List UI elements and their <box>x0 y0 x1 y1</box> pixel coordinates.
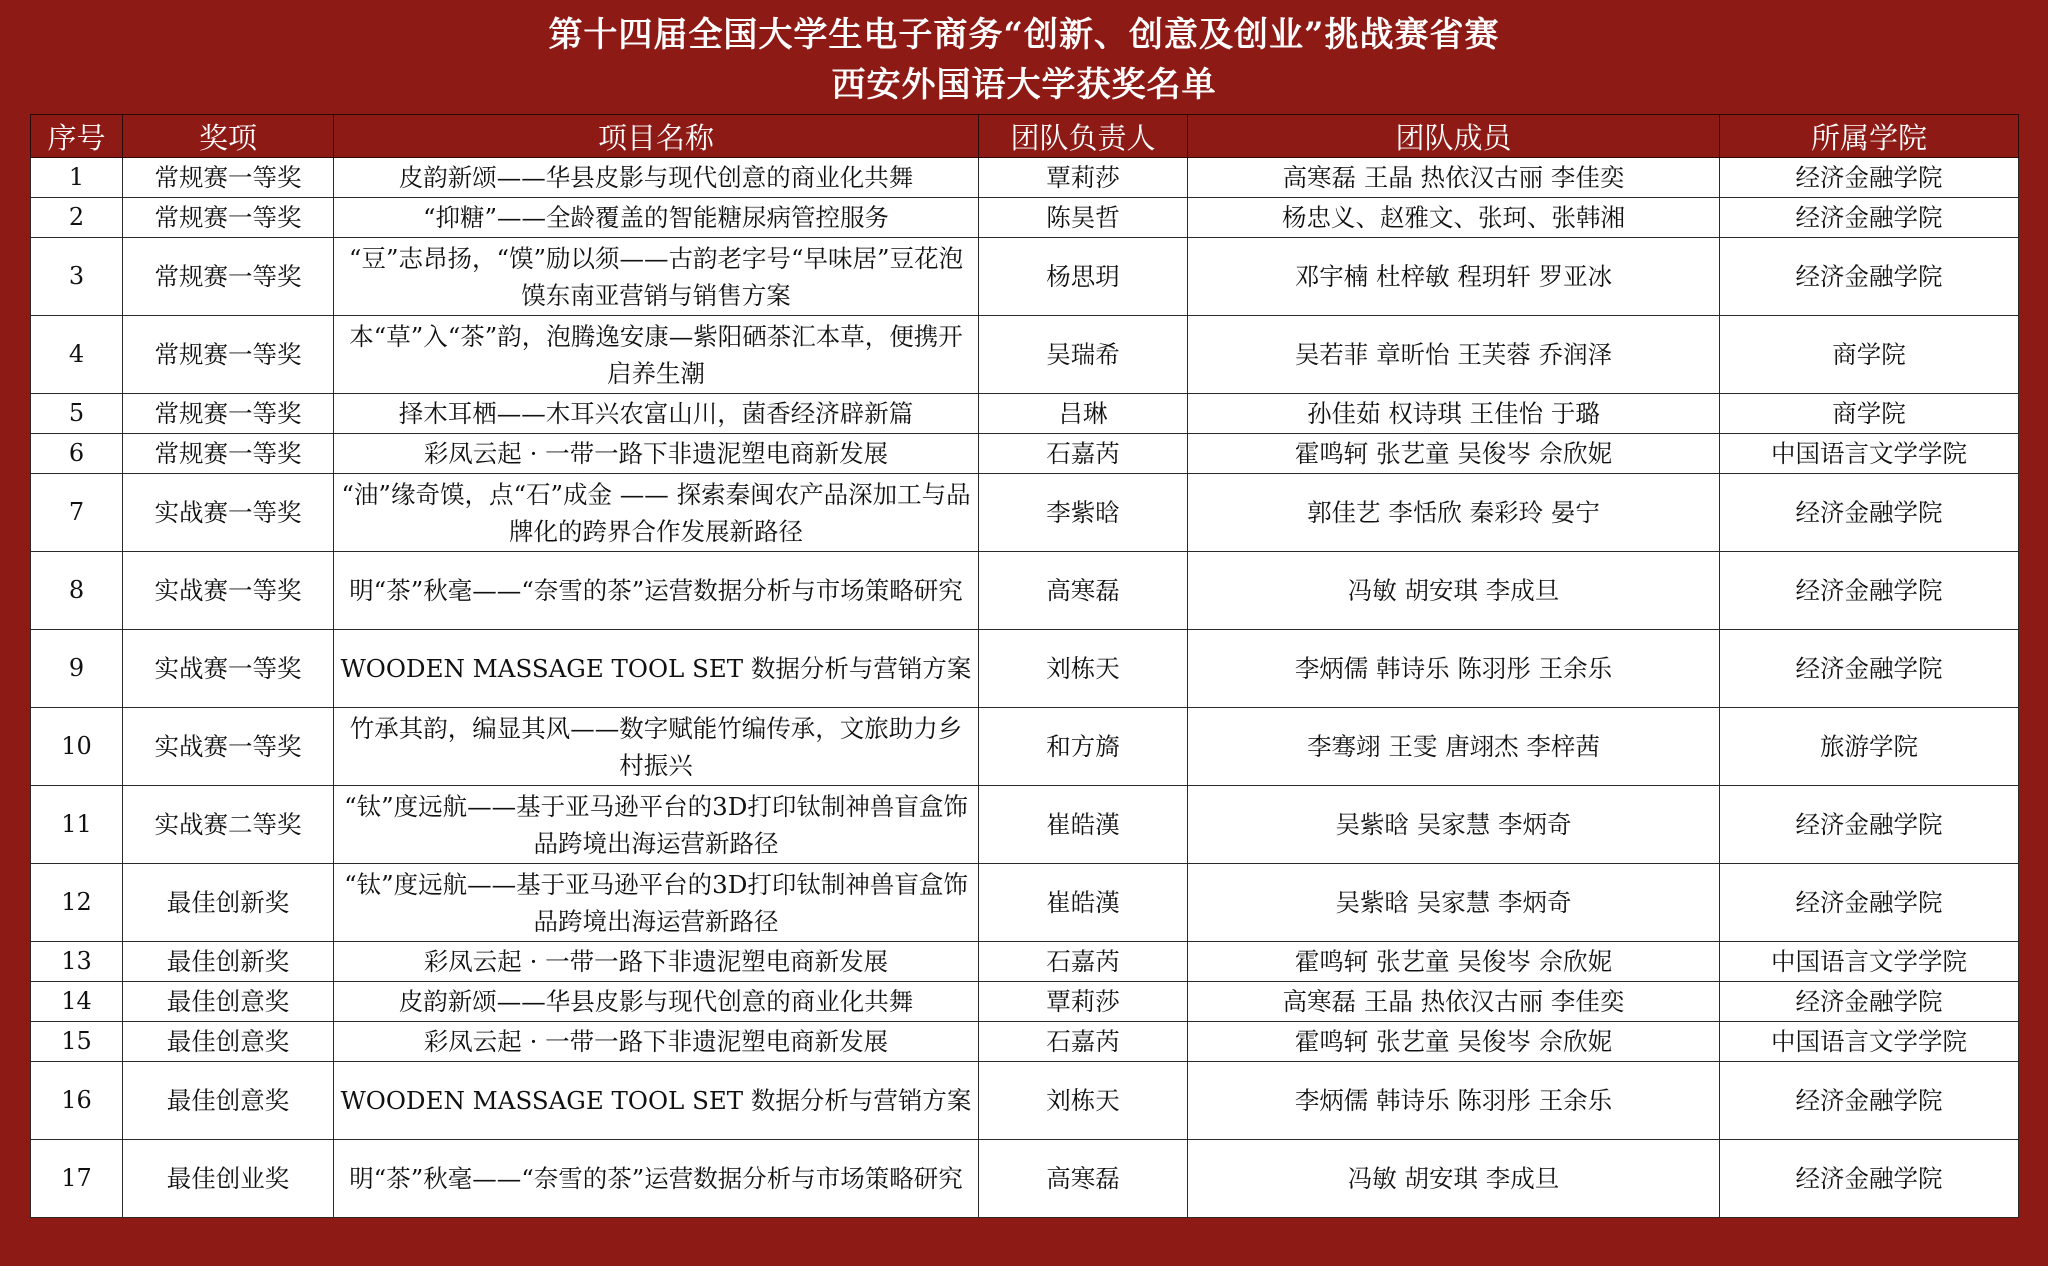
table-row <box>31 158 2019 198</box>
cell-award: 最佳创业奖 <box>123 1140 334 1218</box>
cell-index: 17 <box>31 1140 123 1218</box>
cell-project: 明“茶”秋毫——“奈雪的茶”运营数据分析与市场策略研究 <box>334 552 979 630</box>
cell-members: 李炳儒 韩诗乐 陈羽彤 王余乐 <box>1188 630 1720 708</box>
cell-college: 经济金融学院 <box>1720 474 2019 552</box>
cell-members: 邓宇楠 杜梓敏 程玥轩 罗亚冰 <box>1188 238 1720 316</box>
cell-members: 吴紫晗 吴家慧 李炳奇 <box>1188 786 1720 864</box>
cell-leader: 刘栋天 <box>979 1062 1188 1140</box>
cell-award: 最佳创意奖 <box>123 982 334 1022</box>
cell-index: 16 <box>31 1062 123 1140</box>
cell-project: 彩凤云起 · 一带一路下非遗泥塑电商新发展 <box>334 942 979 982</box>
cell-project: 彩凤云起 · 一带一路下非遗泥塑电商新发展 <box>334 1022 979 1062</box>
table-row <box>31 316 2019 394</box>
cell-college: 中国语言文学学院 <box>1720 942 2019 982</box>
table-row <box>31 394 2019 434</box>
cell-project: “钛”度远航——基于亚马逊平台的3D打印钛制神兽盲盒饰品跨境出海运营新路径 <box>334 786 979 864</box>
cell-leader: 石嘉芮 <box>979 434 1188 474</box>
cell-index: 15 <box>31 1022 123 1062</box>
cell-project: “抑糖”——全龄覆盖的智能糖尿病管控服务 <box>334 198 979 238</box>
cell-college: 经济金融学院 <box>1720 1140 2019 1218</box>
cell-project: 皮韵新颂——华县皮影与现代创意的商业化共舞 <box>334 158 979 198</box>
title-line-2: 西安外国语大学获奖名单 <box>831 65 1217 105</box>
cell-index: 3 <box>31 238 123 316</box>
cell-college: 经济金融学院 <box>1720 786 2019 864</box>
table-row <box>31 786 2019 864</box>
table-row <box>31 1140 2019 1218</box>
table-row <box>31 1022 2019 1062</box>
cell-project: 彩凤云起 · 一带一路下非遗泥塑电商新发展 <box>334 434 979 474</box>
cell-project: WOODEN MASSAGE TOOL SET 数据分析与营销方案 <box>334 1062 979 1140</box>
title-line-1: 第十四届全国大学生电子商务“创新、创意及创业”挑战赛省赛 <box>548 15 1500 55</box>
cell-index: 14 <box>31 982 123 1022</box>
table-row <box>31 198 2019 238</box>
cell-leader: 陈昊哲 <box>979 198 1188 238</box>
cell-project: 择木耳栖——木耳兴农富山川，菌香经济辟新篇 <box>334 394 979 434</box>
cell-members: 高寒磊 王晶 热依汉古丽 李佳奕 <box>1188 158 1720 198</box>
cell-members: 冯敏 胡安琪 李成旦 <box>1188 552 1720 630</box>
cell-leader: 覃莉莎 <box>979 982 1188 1022</box>
cell-project: WOODEN MASSAGE TOOL SET 数据分析与营销方案 <box>334 630 979 708</box>
table-row <box>31 942 2019 982</box>
cell-members: 李骞翊 王雯 唐翊杰 李梓茜 <box>1188 708 1720 786</box>
cell-leader: 覃莉莎 <box>979 158 1188 198</box>
cell-index: 10 <box>31 708 123 786</box>
table-body <box>31 158 2019 1218</box>
cell-college: 经济金融学院 <box>1720 158 2019 198</box>
cell-members: 霍鸣轲 张艺童 吴俊岑 佘欣妮 <box>1188 1022 1720 1062</box>
cell-college: 经济金融学院 <box>1720 238 2019 316</box>
cell-members: 冯敏 胡安琪 李成旦 <box>1188 1140 1720 1218</box>
cell-project: 明“茶”秋毫——“奈雪的茶”运营数据分析与市场策略研究 <box>334 1140 979 1218</box>
cell-index: 5 <box>31 394 123 434</box>
cell-leader: 吴瑞希 <box>979 316 1188 394</box>
cell-leader: 吕琳 <box>979 394 1188 434</box>
table-row <box>31 474 2019 552</box>
cell-leader: 崔皓漢 <box>979 786 1188 864</box>
cell-award: 实战赛一等奖 <box>123 474 334 552</box>
header-college: 所属学院 <box>1720 115 2019 158</box>
award-table-container <box>30 114 2018 1218</box>
cell-leader: 高寒磊 <box>979 1140 1188 1218</box>
cell-college: 商学院 <box>1720 316 2019 394</box>
cell-index: 4 <box>31 316 123 394</box>
cell-award: 实战赛一等奖 <box>123 552 334 630</box>
cell-college: 经济金融学院 <box>1720 982 2019 1022</box>
cell-award: 常规赛一等奖 <box>123 198 334 238</box>
cell-members: 李炳儒 韩诗乐 陈羽彤 王余乐 <box>1188 1062 1720 1140</box>
cell-index: 9 <box>31 630 123 708</box>
cell-college: 经济金融学院 <box>1720 630 2019 708</box>
table-row <box>31 1062 2019 1140</box>
table-row <box>31 864 2019 942</box>
cell-college: 中国语言文学学院 <box>1720 434 2019 474</box>
cell-leader: 李紫晗 <box>979 474 1188 552</box>
cell-college: 经济金融学院 <box>1720 552 2019 630</box>
cell-index: 7 <box>31 474 123 552</box>
table-row <box>31 238 2019 316</box>
cell-project: “油”缘奇馍，点“石”成金 —— 探索秦闽农产品深加工与品牌化的跨界合作发展新路径 <box>334 474 979 552</box>
cell-college: 经济金融学院 <box>1720 864 2019 942</box>
cell-award: 最佳创新奖 <box>123 942 334 982</box>
header-project: 项目名称 <box>334 115 979 158</box>
cell-award: 常规赛一等奖 <box>123 238 334 316</box>
cell-leader: 杨思玥 <box>979 238 1188 316</box>
cell-index: 13 <box>31 942 123 982</box>
cell-project: 本“草”入“茶”韵，泡腾逸安康—紫阳硒茶汇本草，便携开启养生潮 <box>334 316 979 394</box>
document-title <box>0 10 2048 110</box>
cell-college: 经济金融学院 <box>1720 1062 2019 1140</box>
header-leader: 团队负责人 <box>979 115 1188 158</box>
cell-award: 最佳创新奖 <box>123 864 334 942</box>
cell-index: 2 <box>31 198 123 238</box>
cell-award: 最佳创意奖 <box>123 1062 334 1140</box>
cell-index: 12 <box>31 864 123 942</box>
cell-index: 11 <box>31 786 123 864</box>
cell-college: 旅游学院 <box>1720 708 2019 786</box>
cell-award: 常规赛一等奖 <box>123 434 334 474</box>
header-award: 奖项 <box>123 115 334 158</box>
cell-leader: 石嘉芮 <box>979 942 1188 982</box>
cell-leader: 和方旖 <box>979 708 1188 786</box>
cell-award: 常规赛一等奖 <box>123 158 334 198</box>
cell-leader: 石嘉芮 <box>979 1022 1188 1062</box>
cell-award: 常规赛一等奖 <box>123 316 334 394</box>
cell-college: 中国语言文学学院 <box>1720 1022 2019 1062</box>
table-row <box>31 982 2019 1022</box>
header-index: 序号 <box>31 115 123 158</box>
cell-project: “钛”度远航——基于亚马逊平台的3D打印钛制神兽盲盒饰品跨境出海运营新路径 <box>334 864 979 942</box>
cell-leader: 崔皓漢 <box>979 864 1188 942</box>
cell-leader: 刘栋天 <box>979 630 1188 708</box>
cell-members: 郭佳艺 李恬欣 秦彩玲 晏宁 <box>1188 474 1720 552</box>
cell-index: 6 <box>31 434 123 474</box>
table-row <box>31 630 2019 708</box>
cell-project: 皮韵新颂——华县皮影与现代创意的商业化共舞 <box>334 982 979 1022</box>
table-row <box>31 434 2019 474</box>
cell-award: 最佳创意奖 <box>123 1022 334 1062</box>
cell-index: 1 <box>31 158 123 198</box>
table-row <box>31 708 2019 786</box>
cell-award: 实战赛一等奖 <box>123 708 334 786</box>
cell-members: 孙佳茹 权诗琪 王佳怡 于璐 <box>1188 394 1720 434</box>
table-header-row <box>31 115 2019 158</box>
cell-members: 高寒磊 王晶 热依汉古丽 李佳奕 <box>1188 982 1720 1022</box>
cell-project: 竹承其韵，编显其风——数字赋能竹编传承，文旅助力乡村振兴 <box>334 708 979 786</box>
cell-leader: 高寒磊 <box>979 552 1188 630</box>
cell-award: 常规赛一等奖 <box>123 394 334 434</box>
header-members: 团队成员 <box>1188 115 1720 158</box>
cell-award: 实战赛一等奖 <box>123 630 334 708</box>
cell-college: 经济金融学院 <box>1720 198 2019 238</box>
cell-members: 吴紫晗 吴家慧 李炳奇 <box>1188 864 1720 942</box>
cell-members: 霍鸣轲 张艺童 吴俊岑 佘欣妮 <box>1188 942 1720 982</box>
award-table <box>30 114 2019 1218</box>
table-row <box>31 552 2019 630</box>
cell-project: “豆”志昂扬，“馍”励以须——古韵老字号“早味居”豆花泡馍东南亚营销与销售方案 <box>334 238 979 316</box>
cell-award: 实战赛二等奖 <box>123 786 334 864</box>
cell-index: 8 <box>31 552 123 630</box>
cell-members: 霍鸣轲 张艺童 吴俊岑 佘欣妮 <box>1188 434 1720 474</box>
cell-members: 吴若菲 章昕怡 王芙蓉 乔润泽 <box>1188 316 1720 394</box>
cell-members: 杨忠义、赵雅文、张珂、张韩湘 <box>1188 198 1720 238</box>
cell-college: 商学院 <box>1720 394 2019 434</box>
